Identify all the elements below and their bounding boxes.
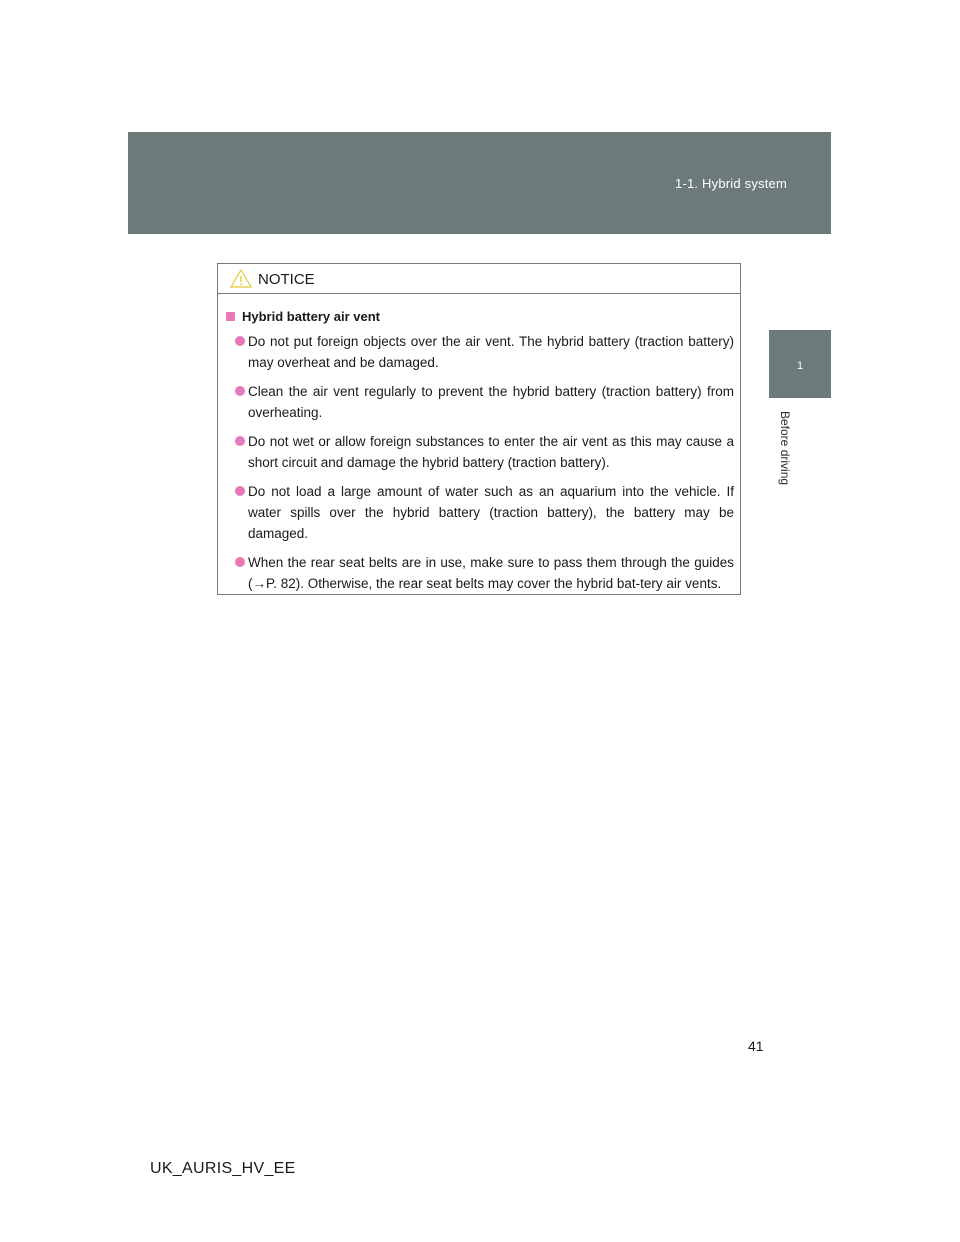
bullet-dot-icon — [235, 386, 245, 396]
list-item-text: When the rear seat belts are in use, make sure to pass them through the guides (→P. 82). Otherwise, the rear seat belts may cover the hybrid bat-tery air vents. — [248, 555, 734, 591]
bullet-dot-icon — [235, 486, 245, 496]
chapter-tab — [769, 330, 831, 398]
warning-triangle-icon — [230, 269, 252, 288]
bullet-dot-icon — [235, 557, 245, 567]
bullet-dot-icon — [235, 336, 245, 346]
list-item-text: Clean the air vent regularly to prevent the hybrid battery (traction battery) from overheating. — [248, 384, 734, 420]
header-band — [128, 132, 831, 234]
chapter-label: Before driving — [778, 411, 792, 486]
notice-heading-text: Hybrid battery air vent — [242, 309, 380, 324]
list-item — [224, 331, 734, 373]
list-item — [224, 381, 734, 423]
document-code: UK_AURIS_HV_EE — [150, 1160, 296, 1177]
notice-title: NOTICE — [258, 271, 315, 288]
notice-header — [218, 264, 740, 294]
notice-body — [218, 294, 740, 594]
chapter-number: 1 — [796, 360, 804, 372]
page-number: 41 — [748, 1038, 764, 1054]
list-item-text: Do not load a large amount of water such as an aquarium into the vehicle. If water spills over the hybrid battery (traction battery), the battery may be damaged. — [248, 484, 734, 541]
list-item — [224, 431, 734, 473]
list-item-text: Do not wet or allow foreign substances to enter the air vent as this may cause a short circuit and damage the hybrid battery (traction battery). — [248, 434, 734, 470]
bullet-dot-icon — [235, 436, 245, 446]
list-item-text: Do not put foreign objects over the air vent. The hybrid battery (traction battery) may overheat and be damaged. — [248, 334, 734, 370]
notice-heading — [224, 307, 734, 327]
notice-list — [224, 331, 734, 594]
square-bullet-icon — [226, 312, 235, 321]
list-item — [224, 552, 734, 594]
section-title: 1-1. Hybrid system — [675, 176, 787, 191]
list-item — [224, 481, 734, 544]
notice-box — [217, 263, 741, 595]
